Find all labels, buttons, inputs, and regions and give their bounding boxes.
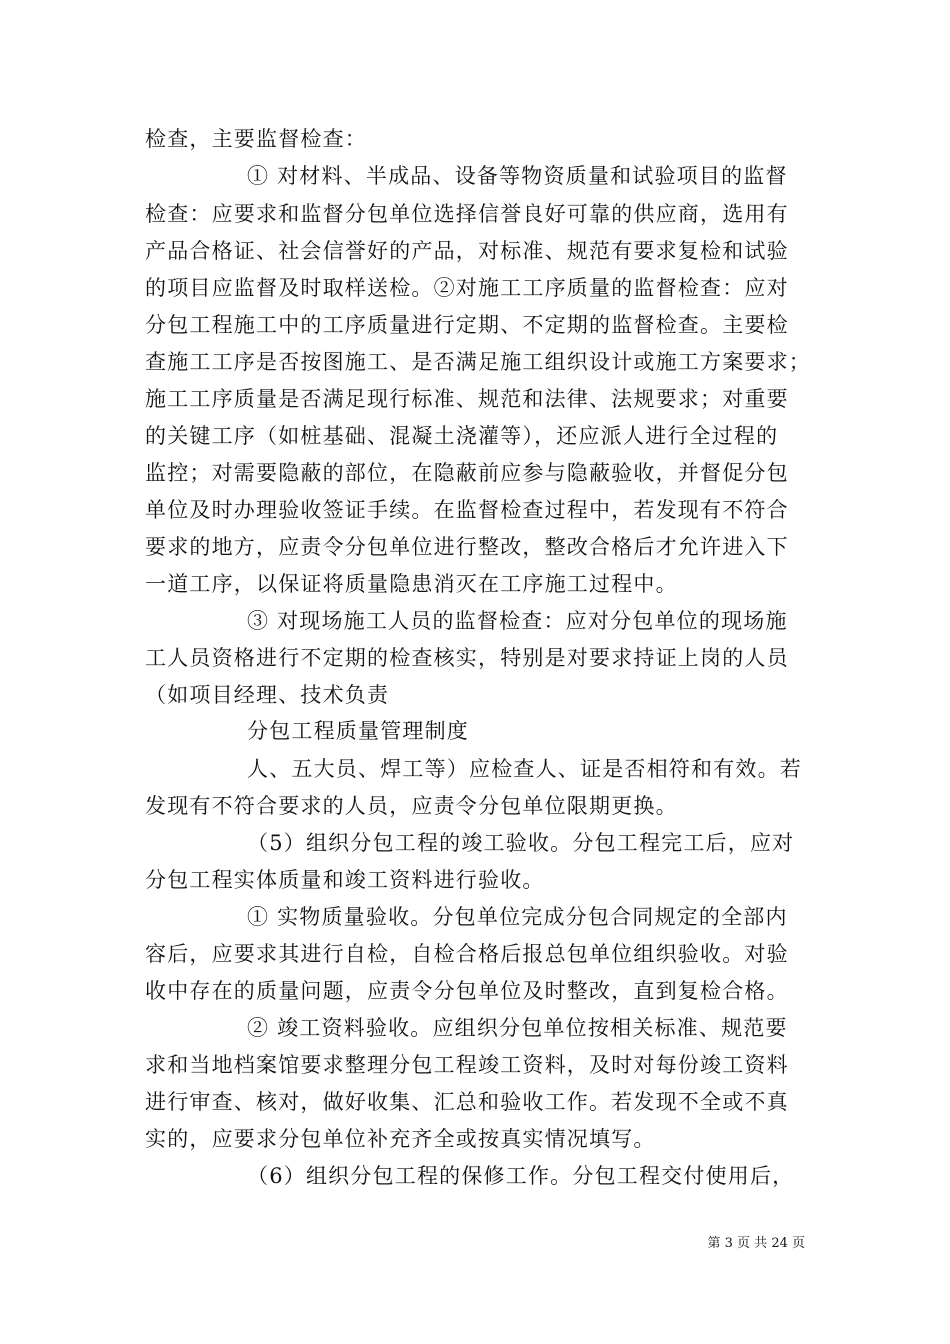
- paragraph-line: ② 竣工资料验收。应组织分包单位按相关标准、规范要: [247, 1016, 788, 1040]
- paragraph-line: 的关键工序（如桩基础、混凝土浇灌等），还应派人进行全过程的: [145, 424, 779, 448]
- paragraph-line: 产品合格证、社会信誉好的产品，对标准、规范有要求复检和试验: [145, 239, 789, 263]
- paragraph-line: （5）组织分包工程的竣工验收。分包工程完工后，应对: [247, 831, 795, 855]
- paragraph-line: 的项目应监督及时取样送检。②对施工工序质量的监督检查：应对: [145, 276, 789, 300]
- paragraph-line: （如项目经理、技术负责: [145, 683, 390, 707]
- paragraph-line: （6）组织分包工程的保修工作。分包工程交付使用后，: [247, 1164, 795, 1188]
- paragraph-line: ① 实物质量验收。分包单位完成分包合同规定的全部内: [247, 905, 788, 929]
- paragraph-line: ① 对材料、半成品、设备等物资质量和试验项目的监督: [247, 164, 788, 188]
- paragraph-line: 施工工序质量是否满足现行标准、规范和法律、法规要求；对重要: [145, 387, 789, 411]
- paragraph-line: 发现有不符合要求的人员，应责令分包单位限期更换。: [145, 794, 678, 818]
- paragraph-line: 实的，应要求分包单位补充齐全或按真实情况填写。: [145, 1127, 656, 1151]
- paragraph-line: 分包工程施工中的工序质量进行定期、不定期的监督检查。主要检: [145, 313, 789, 337]
- paragraph-line: 求和当地档案馆要求整理分包工程竣工资料，及时对每份竣工资料: [145, 1053, 789, 1077]
- paragraph-line: ③ 对现场施工人员的监督检查：应对分包单位的现场施: [247, 609, 788, 633]
- paragraph-line: 监控；对需要隐蔽的部位，在隐蔽前应参与隐蔽验收，并督促分包: [145, 461, 789, 485]
- section-title: 分包工程质量管理制度: [247, 719, 469, 743]
- paragraph-line: 收中存在的质量问题，应责令分包单位及时整改，直到复检合格。: [145, 979, 789, 1003]
- paragraph-line: 人、五大员、焊工等）应检查人、证是否相符和有效。若: [247, 757, 802, 781]
- paragraph-line: 一道工序，以保证将质量隐患消灭在工序施工过程中。: [145, 572, 678, 596]
- paragraph-line: 要求的地方，应责令分包单位进行整改，整改合格后才允许进入下: [145, 535, 789, 559]
- paragraph-line: 进行审查、核对，做好收集、汇总和验收工作。若发现不全或不真: [145, 1090, 789, 1114]
- paragraph-line: 工人员资格进行不定期的检查核实，特别是对要求持证上岗的人员: [145, 646, 789, 670]
- paragraph-line: 检查：应要求和监督分包单位选择信誉良好可靠的供应商，选用有: [145, 202, 789, 226]
- paragraph-line: 查施工工序是否按图施工、是否满足施工组织设计或施工方案要求；: [145, 350, 811, 374]
- paragraph-line: 检查，主要监督检查：: [145, 127, 367, 151]
- paragraph-line: 容后，应要求其进行自检，自检合格后报总包单位组织验收。对验: [145, 942, 789, 966]
- paragraph-line: 单位及时办理验收签证手续。在监督检查过程中，若发现有不符合: [145, 498, 789, 522]
- paragraph-line: 分包工程实体质量和竣工资料进行验收。: [145, 868, 545, 892]
- page-number: 第 3 页 共 24 页: [707, 1236, 805, 1251]
